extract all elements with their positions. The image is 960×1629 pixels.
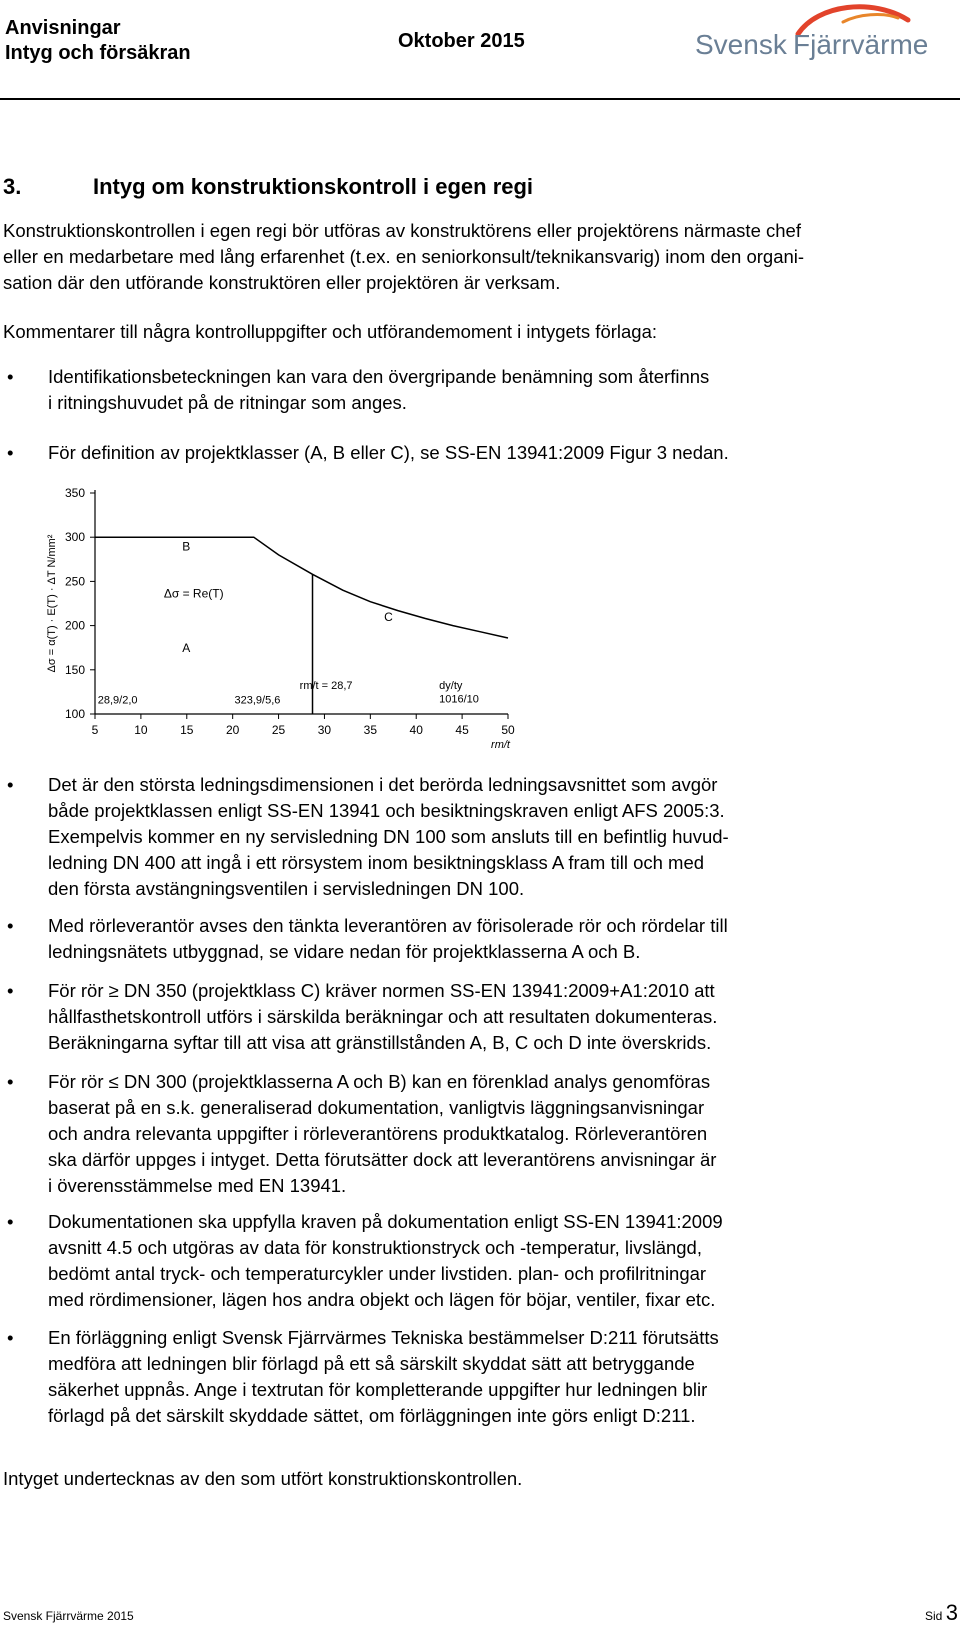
bullet-line: den första avstängningsventilen i servisledningen DN 100.	[48, 878, 525, 899]
x-tick-label: 15	[180, 723, 194, 737]
x-tick-label: 45	[455, 723, 469, 737]
intro-line: eller en medarbetare med lång erfarenhet (t.ex. en seniorkonsult/teknikansvarig) inom den organi-	[3, 246, 805, 267]
bullet-dot-icon: •	[7, 980, 14, 1001]
page-number: 3	[945, 1600, 958, 1625]
svg-text:Svensk: Svensk	[695, 29, 787, 60]
bullet-line: Identifikationsbeteckningen kan vara den övergripande benämning som återfinns	[48, 366, 710, 387]
intro-line: sation där den utförande konstruktören eller projektören är verksam.	[3, 272, 561, 293]
region-label: Δσ = Re(T)	[163, 586, 224, 601]
bullet-line: ledningsnätets utbyggnad, se vidare nedan för projektklasserna A och B.	[48, 941, 641, 962]
x-tick-label: 50	[501, 723, 515, 737]
bullet-line: För rör ≤ DN 300 (projektklasserna A och B) kan en förenklad analys genomföras	[48, 1071, 711, 1092]
header-rule	[0, 98, 960, 100]
section-number: 3.	[3, 174, 22, 199]
bullet-line: Dokumentationen ska uppfylla kraven på dokumentation enligt SS-EN 13941:2009	[48, 1211, 723, 1232]
x-tick-label: 20	[225, 723, 240, 737]
document-type	[5, 16, 191, 66]
bullet-dot-icon: •	[7, 1071, 14, 1092]
bullet-line: och andra relevanta uppgifter i rörleverantörens produktkatalog. Rörleverantören	[48, 1123, 708, 1144]
bullet-text	[48, 1209, 948, 1313]
closing-paragraph: Intyget undertecknas av den som utfört konstruktionskontrollen.	[3, 1468, 523, 1489]
bullet-line: bedömt antal tryck- och temperaturcykler under livstiden. plan- och profilritningar	[48, 1263, 707, 1284]
y-tick-label: 100	[64, 707, 85, 721]
chart-annotation: rm/t = 28,7	[299, 680, 353, 693]
bullet-line: i överensstämmelse med EN 13941.	[48, 1175, 347, 1196]
footer-page	[925, 1600, 958, 1626]
bullet-dot-icon: •	[7, 1327, 14, 1348]
bullet-text	[48, 772, 948, 902]
limit-curve	[95, 537, 508, 638]
bullet-line: i ritningshuvudet på de ritningar som anges.	[48, 392, 407, 413]
bullet-line: Med rörleverantör avses den tänkta leverantören av förisolerade rör och rördelar till	[48, 915, 728, 936]
header-title-line2: Intyg och försäkran	[5, 42, 191, 64]
svg-text:Fjärrvärme: Fjärrvärme	[793, 29, 929, 60]
bullet-line: För definition av projektklasser (A, B eller C), se SS-EN 13941:2009 Figur 3 nedan.	[48, 442, 729, 463]
bullet-line: ska därför uppges i intyget. Detta förutsätter dock att leverantörens anvisningar är	[48, 1149, 717, 1170]
y-tick-label: 200	[64, 618, 85, 633]
bullet-line: avsnitt 4.5 och utgöras av data för konstruktionstryck och -temperatur, livslängd,	[48, 1237, 702, 1258]
footer-publisher: Svensk Fjärrvärme 2015	[3, 1609, 134, 1623]
bullet-text	[48, 440, 948, 466]
x-tick-label: 35	[363, 723, 378, 737]
bullet-text	[48, 1069, 948, 1199]
page-header	[0, 0, 960, 98]
bullet-text	[48, 364, 948, 416]
bullet-dot-icon: •	[7, 442, 14, 463]
svensk-fjarrvarme-logo	[693, 4, 955, 78]
y-tick-label: 300	[64, 530, 85, 545]
y-tick-label: 250	[64, 574, 85, 589]
chart-annotation: 1016/10	[439, 693, 479, 706]
bullet-line: säkerhet uppnås. Ange i textrutan för kompletterande uppgifter hur ledningen blir	[48, 1379, 708, 1400]
chart-annotation: 28,9/2,0	[97, 694, 138, 707]
region-label: B	[182, 539, 191, 554]
bullet-line: ledning DN 400 att ingå i ett rörsystem inom besiktningsklass A fram till och med	[48, 852, 705, 873]
bullet-text	[48, 913, 948, 965]
x-tick-label: 30	[317, 723, 332, 737]
bullet-line: baserat på en s.k. generaliserad dokumentation, vanligtvis läggningsanvisningar	[48, 1097, 705, 1118]
y-tick-label: 350	[64, 488, 85, 500]
page-label: Sid	[925, 1609, 943, 1623]
region-label: A	[182, 641, 191, 656]
bullet-line: med rördimensioner, lägen hos andra objekt och lägen för böjar, ventiler, fixar etc.	[48, 1289, 716, 1310]
bullet-line: För rör ≥ DN 350 (projektklass C) kräver normen SS-EN 13941:2009+A1:2010 att	[48, 980, 715, 1001]
header-date: Oktober 2015	[398, 30, 525, 52]
bullet-dot-icon: •	[7, 1211, 14, 1232]
project-class-chart	[45, 488, 555, 780]
x-tick-label: 5	[91, 723, 99, 737]
section-heading	[3, 174, 533, 200]
intro-line: Konstruktionskontrollen i egen regi bör utföras av konstruktörens eller projektörens närmaste chef	[3, 220, 801, 241]
bullet-text	[48, 978, 948, 1056]
section-title: Intyg om konstruktionskontroll i egen regi	[93, 174, 534, 199]
bullet-dot-icon: •	[7, 915, 14, 936]
comments-intro: Kommentarer till några kontrolluppgifter och utförandemoment i intygets förlaga:	[3, 321, 658, 342]
bullet-line: Det är den största ledningsdimensionen i det berörda ledningsavsnittet som avgör	[48, 774, 718, 795]
chart-annotation: 323,9/5,6	[234, 694, 281, 707]
bullet-dot-icon: •	[7, 366, 14, 387]
bullet-line: hållfasthetskontroll utförs i särskilda beräkningar och att resultaten dokumenteras.	[48, 1006, 718, 1027]
bullet-line: både projektklassen enligt SS-EN 13941 och besiktningskraven enligt AFS 2005:3.	[48, 800, 725, 821]
bullet-text	[48, 1325, 948, 1429]
intro-paragraph	[3, 218, 953, 296]
header-title-line1: Anvisningar	[5, 17, 121, 39]
bullet-dot-icon: •	[7, 774, 14, 795]
x-tick-label: 10	[134, 723, 148, 737]
y-tick-label: 150	[64, 662, 85, 677]
x-tick-label: 25	[271, 723, 286, 737]
x-axis-label: rm/t	[491, 739, 510, 751]
bullet-line: En förläggning enligt Svensk Fjärrvärmes Tekniska bestämmelser D:211 förutsätts	[48, 1327, 719, 1348]
bullet-line: Exempelvis kommer en ny servisledning DN 100 som ansluts till en befintlig huvud-	[48, 826, 729, 847]
region-label: C	[384, 610, 393, 625]
x-tick-label: 40	[409, 723, 423, 737]
bullet-line: förlagd på det särskilt skyddade sättet, om förläggningen inte görs enligt D:211.	[48, 1405, 696, 1426]
bullet-line: medföra att ledningen blir förlagd på ett så särskilt skyddat sätt att betryggande	[48, 1353, 695, 1374]
chart-annotation: dy/ty	[439, 680, 463, 693]
y-axis-label: Δσ = α(T) · E(T) · ΔT N/mm²	[46, 534, 58, 673]
bullet-line: Beräkningarna syftar till att visa att gränstillstånden A, B, C och D inte överskrids.	[48, 1032, 712, 1053]
